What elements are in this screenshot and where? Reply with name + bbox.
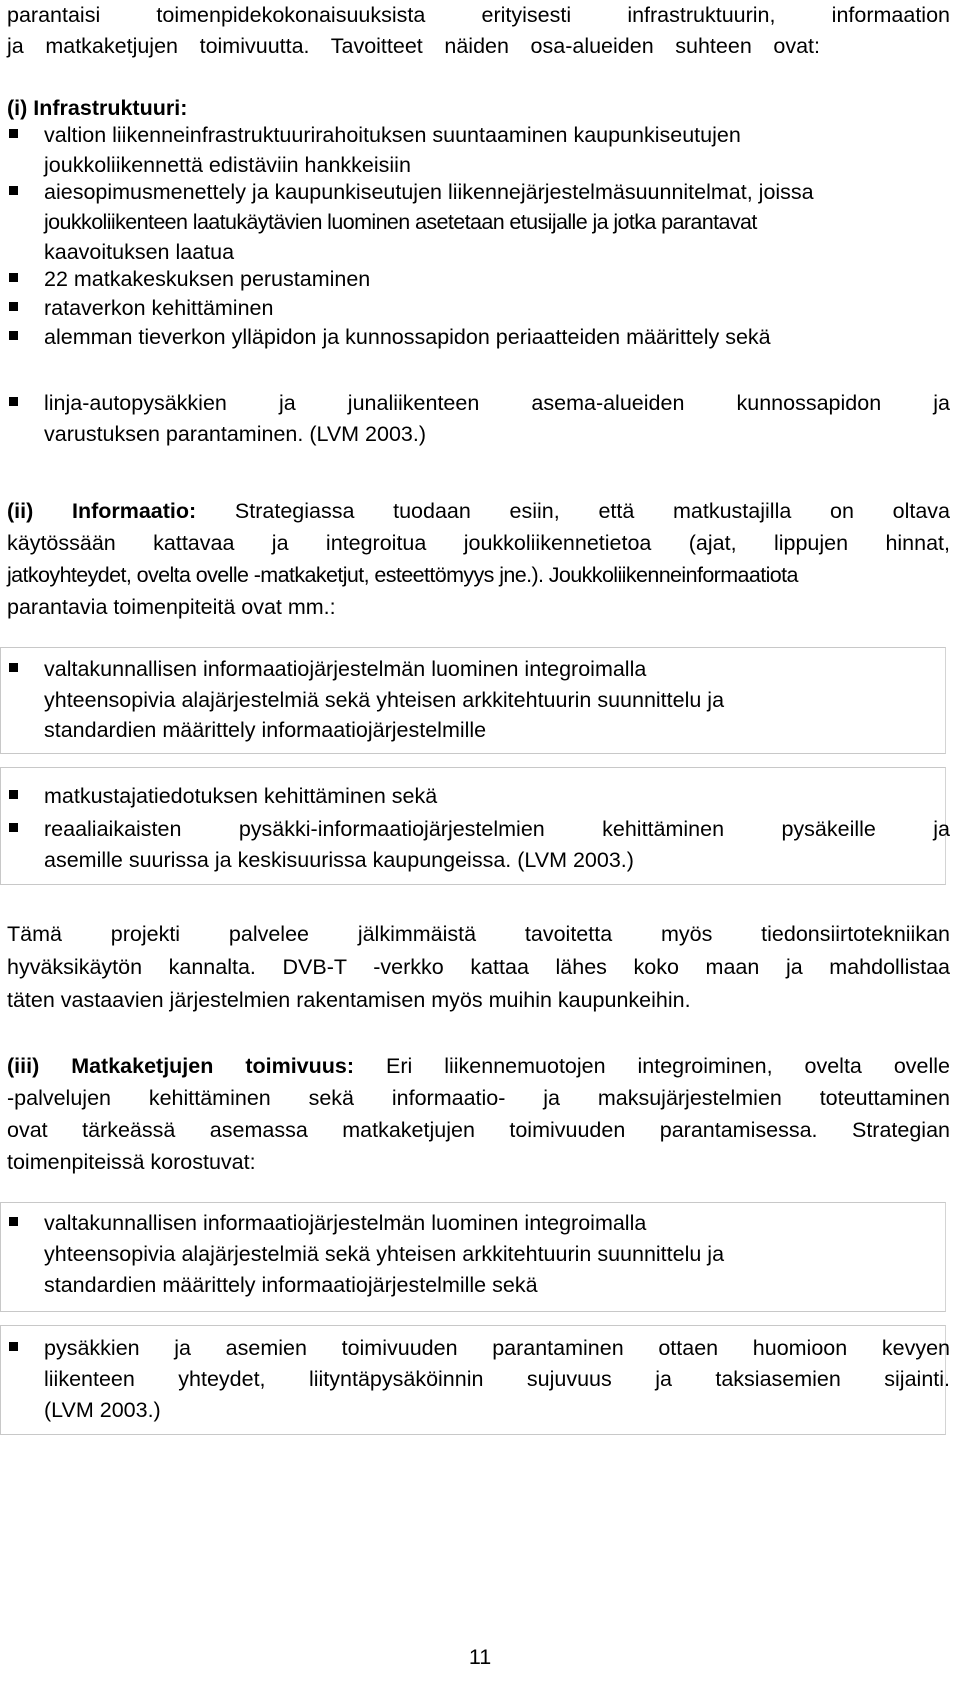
section-paragraph-line: parantavia toimenpiteitä ovat mm.: bbox=[7, 595, 336, 619]
list-item: valtakunnallisen informaatiojärjestelmän luominen integroimalla bbox=[44, 1211, 647, 1235]
section-paragraph-line: (iii) Matkaketjujen toimivuus: Eri liikennemuotojen integroiminen, ovelta ovelle bbox=[7, 1054, 951, 1078]
list-item-cont: yhteensopivia alajärjestelmiä sekä yhteisen arkkitehtuurin suunnittelu ja bbox=[44, 1242, 725, 1266]
bullet-marker bbox=[9, 331, 18, 340]
list-item: pysäkkien ja asemien toimivuuden parantaminen ottaen huomioon kevyen bbox=[44, 1336, 950, 1360]
list-item: rataverkon kehittäminen bbox=[44, 296, 274, 320]
list-item: valtion liikenneinfrastruktuurirahoituksen suuntaaminen kaupunkiseutujen bbox=[44, 123, 741, 147]
list-item-cont: asemille suurissa ja keskisuurissa kaupungeissa. (LVM 2003.) bbox=[44, 848, 634, 872]
bullet-marker bbox=[9, 823, 18, 832]
list-item-cont: yhteensopivia alajärjestelmiä sekä yhteisen arkkitehtuurin suunnittelu ja bbox=[44, 688, 725, 712]
bullet-marker bbox=[9, 302, 18, 311]
paragraph-line: hyväksikäytön kannalta. DVB-T -verkko kattaa lähes koko maan ja mahdollistaa bbox=[7, 955, 950, 979]
list-item: reaaliaikaisten pysäkki-informaatiojärjestelmien kehittäminen pysäkeille ja bbox=[44, 817, 950, 841]
section-paragraph-line: jatkoyhteydet, ovelta ovelle -matkaketjut, esteettömyys jne.). Joukkoliikenneinformaatiota bbox=[7, 563, 798, 587]
bullet-marker bbox=[9, 663, 18, 672]
list-item-cont: liikenteen yhteydet, liityntäpysäköinnin sujuvuus ja taksiasemien sijainti. bbox=[44, 1367, 950, 1391]
bullet-marker bbox=[9, 1342, 18, 1351]
intro-line: ja matkaketjujen toimivuutta. Tavoitteet näiden osa-alueiden suhteen ovat: bbox=[7, 34, 820, 58]
list-item-cont: varustuksen parantaminen. (LVM 2003.) bbox=[44, 422, 427, 446]
list-item-cont: kaavoituksen laatua bbox=[44, 240, 235, 264]
bullet-marker bbox=[9, 129, 18, 138]
page-number: 11 bbox=[468, 1645, 492, 1669]
bullet-marker bbox=[9, 1217, 18, 1226]
section-paragraph-line: toimenpiteissä korostuvat: bbox=[7, 1150, 256, 1174]
list-item-cont: joukkoliikennettä edistäviin hankkeisiin bbox=[44, 153, 411, 177]
list-item: linja-autopysäkkien ja junaliikenteen asema-alueiden kunnossapidon ja bbox=[44, 391, 950, 415]
paragraph-line: Tämä projekti palvelee jälkimmäistä tavoitetta myös tiedonsiirtotekniikan bbox=[7, 922, 950, 946]
section-heading: (ii) Informaatio: bbox=[7, 499, 197, 523]
intro-line: parantaisi toimenpidekokonaisuuksista erityisesti infrastruktuurin, informaation bbox=[7, 3, 950, 27]
list-item: matkustajatiedotuksen kehittäminen sekä bbox=[44, 784, 438, 808]
list-item-cont: joukkoliikenteen laatukäytävien luominen asetetaan etusijalle ja jotka parantavat bbox=[44, 210, 757, 234]
bullet-marker bbox=[9, 397, 18, 406]
section-paragraph-line: käytössään kattavaa ja integroitua joukkoliikennetietoa (ajat, lippujen hinnat, bbox=[7, 531, 950, 555]
list-item-cont: (LVM 2003.) bbox=[44, 1398, 161, 1422]
list-item: valtakunnallisen informaatiojärjestelmän luominen integroimalla bbox=[44, 657, 647, 681]
bullet-marker bbox=[9, 186, 18, 195]
list-item-cont: standardien määrittely informaatiojärjestelmille sekä bbox=[44, 1273, 538, 1297]
section-paragraph-line: ovat tärkeässä asemassa matkaketjujen toimivuuden parantamisessa. Strategian bbox=[7, 1118, 950, 1142]
section-paragraph-line: -palvelujen kehittäminen sekä informaatio- ja maksujärjestelmien toteuttaminen bbox=[7, 1086, 950, 1110]
bullet-marker bbox=[9, 273, 18, 282]
paragraph-line: täten vastaavien järjestelmien rakentamisen myös muihin kaupunkeihin. bbox=[7, 988, 691, 1012]
list-item: 22 matkakeskuksen perustaminen bbox=[44, 267, 371, 291]
section-heading: (i) Infrastruktuuri: bbox=[7, 96, 188, 120]
list-item: aiesopimusmenettely ja kaupunkiseutujen liikennejärjestelmäsuunnitelmat, joissa bbox=[44, 180, 814, 204]
section-heading: (iii) Matkaketjujen toimivuus: bbox=[7, 1054, 355, 1078]
list-item: alemman tieverkon ylläpidon ja kunnossapidon periaatteiden määrittely sekä bbox=[44, 325, 771, 349]
section-paragraph-line: (ii) Informaatio: Strategiassa tuodaan esiin, että matkustajilla on oltava bbox=[7, 499, 951, 523]
bullet-marker bbox=[9, 790, 18, 799]
list-item-cont: standardien määrittely informaatiojärjestelmille bbox=[44, 718, 487, 742]
